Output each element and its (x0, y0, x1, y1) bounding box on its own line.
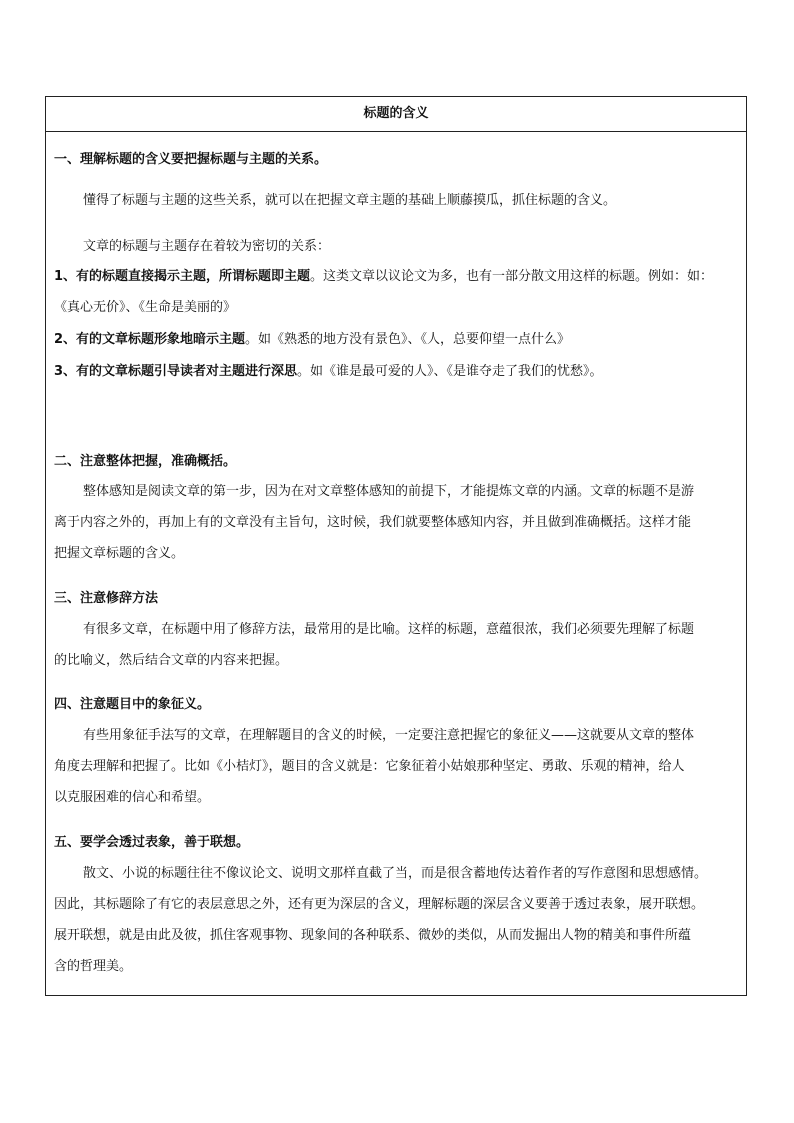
section-1-item-1-continued: 《真心无价》、《生命是美丽的》 (54, 300, 237, 315)
item-1-emphasis: 1、有的标题直接揭示主题，所谓标题即主题 (54, 269, 311, 284)
section-3-line-2: 的比喻义，然后结合文章的内容来把握。 (54, 653, 289, 668)
section-4-line-3: 以克服困难的信心和希望。 (54, 790, 211, 805)
section-5-line-2: 因此，其标题除了有它的表层意思之外，还有更为深层的含义，理解标题的深层含义要善于透过表象，展开联想。 (54, 897, 705, 912)
item-3-emphasis: 3、有的文章标题引导读者对主题进行深思 (54, 364, 298, 379)
section-4-line-2: 角度去理解和把握了。比如《小桔灯》，题目的含义就是：它象征着小姑娘那种坚定、勇敢、乐观的精神，给人 (54, 759, 685, 774)
section-1-paragraph-2: 文章的标题与主题存在着较为密切的关系： (83, 239, 331, 254)
item-2-text: 。如《熟悉的地方没有景色》、《人，总要仰望一点什么》 (245, 332, 571, 347)
section-5-line-1: 散文、小说的标题往往不像议论文、说明文那样直截了当，而是很含蓄地传达着作者的写作意图和思想感情。 (83, 866, 708, 881)
section-5-line-3: 展开联想，就是由此及彼，抓住客观事物、现象间的各种联系、微妙的类似，从而发掘出人物的精美和事件所蕴 (54, 928, 692, 943)
section-1-item-1 (54, 268, 740, 286)
section-5-heading: 五、要学会透过表象，善于联想。 (54, 835, 250, 850)
section-4-line-1: 有些用象征手法写的文章，在理解题目的含义的时候，一定要注意把握它的象征义——这就要从文章的整体 (83, 728, 695, 743)
section-5-line-4: 含的哲理美。 (54, 959, 133, 974)
section-1-item-3 (54, 363, 740, 381)
item-2-emphasis: 2、有的文章标题形象地暗示主题 (54, 332, 246, 347)
section-4-heading: 四、注意题目中的象征义。 (54, 697, 211, 712)
section-1-paragraph-1: 懂得了标题与主题的这些关系，就可以在把握文章主题的基础上顺藤摸瓜，抓住标题的含义。 (83, 193, 617, 208)
document-table (45, 96, 747, 996)
section-2-line-1: 整体感知是阅读文章的第一步，因为在对文章整体感知的前提下，才能提炼文章的内涵。文章的标题不是游 (83, 484, 695, 499)
section-2-line-3: 把握文章标题的含义。 (54, 546, 185, 561)
section-2-heading: 二、注意整体把握，准确概括。 (54, 454, 237, 469)
document-title: 标题的含义 (46, 97, 746, 132)
section-3-line-1: 有很多文章，在标题中用了修辞方法，最常用的是比喻。这样的标题，意蕴很浓，我们必须要先理解了标题 (83, 622, 695, 637)
item-3-text: 。如《谁是最可爱的人》、《是谁夺走了我们的忧愁》。 (297, 364, 603, 379)
item-1-text: 。这类文章以议论文为多，也有一部分散文用这样的标题。例如：如： (310, 269, 714, 284)
section-1-heading: 一、理解标题的含义要把握标题与主题的关系。 (54, 152, 328, 167)
section-2-line-2: 离于内容之外的，再加上有的文章没有主旨句，这时候，我们就要整体感知内容，并且做到准确概括。这样才能 (54, 515, 692, 530)
section-1-item-2 (54, 331, 740, 349)
section-3-heading: 三、注意修辞方法 (54, 591, 159, 606)
